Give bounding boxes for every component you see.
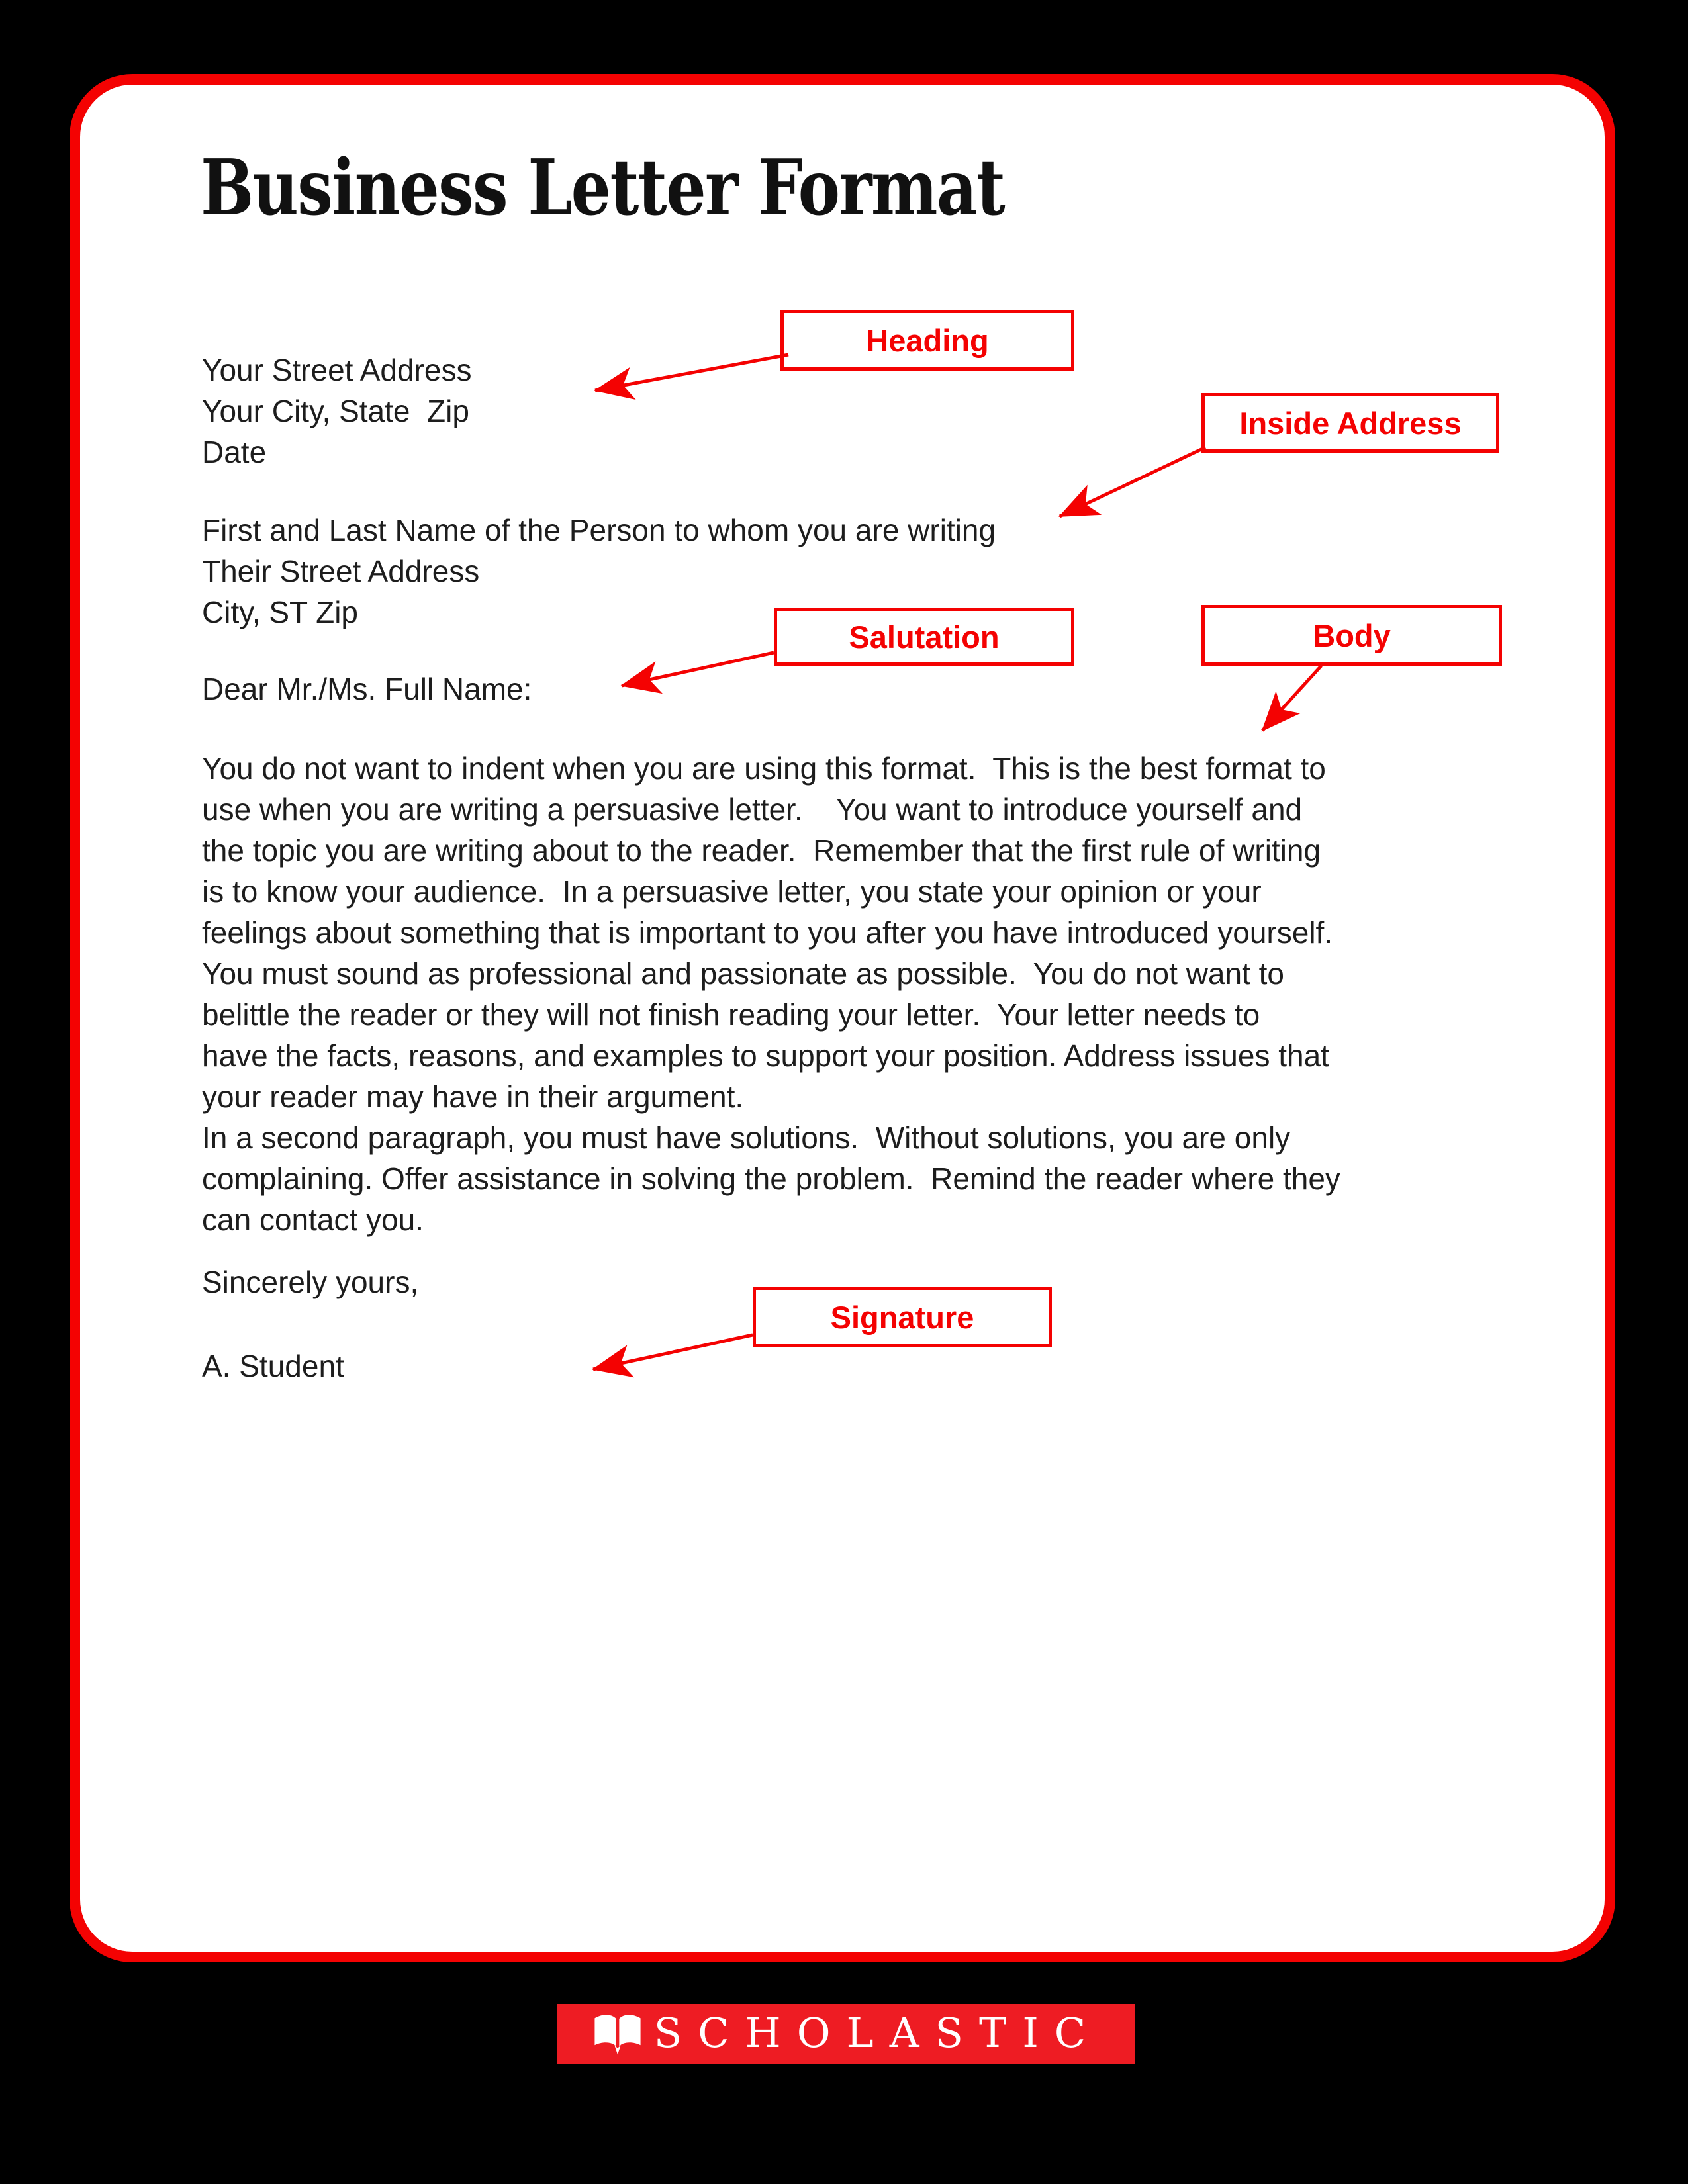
text-line: can contact you. [202,1203,424,1237]
text-line: feelings about something that is important to you after you have introduced yourself. [202,915,1333,950]
body-callout-box [1201,605,1502,666]
text-line: belittle the reader or they will not finish reading your letter. Your letter needs to [202,997,1260,1032]
page-title: Business Letter Format [201,143,1005,233]
signature-callout-label: Signature [830,1299,974,1335]
heading-block [202,349,471,473]
text-line: You do not want to indent when you are using this format. This is the best format to [202,751,1326,786]
signature-name [202,1345,344,1387]
text-line: is to know your audience. In a persuasive letter, you state your opinion or your [202,874,1262,909]
text-line: Your Street Address [202,353,472,387]
text-line: You must sound as professional and passionate as possible. You do not want to [202,956,1284,991]
scholastic-book-icon [590,2012,645,2056]
signature-callout-box [753,1287,1052,1347]
text-line: complaining. Offer assistance in solving the problem. Remind the reader where they [202,1161,1340,1196]
text-line: your reader may have in their argument. [202,1079,744,1114]
text-line: use when you are writing a persuasive letter. You want to introduce yourself and [202,792,1303,827]
body-arrow [1262,666,1321,731]
text-line: Sincerely yours, [202,1265,419,1299]
salutation-callout-label: Salutation [849,619,1000,655]
text-line: have the facts, reasons, and examples to support your position. Address issues that [202,1038,1329,1073]
heading-arrow [595,355,788,390]
heading-callout-box [780,310,1074,371]
text-line: A. Student [202,1349,344,1383]
closing-line [202,1261,418,1302]
salutation-callout-box [774,608,1074,666]
text-line: Date [202,435,267,469]
salutation-line [202,668,532,709]
text-line: First and Last Name of the Person to whom you are writing [202,513,996,547]
text-line: the topic you are writing about to the reader. Remember that the first rule of writing [202,833,1321,868]
letter-card [70,74,1615,1962]
inside-address-callout-label: Inside Address [1239,405,1462,441]
text-line: In a second paragraph, you must have solutions. Without solutions, you are only [202,1120,1291,1155]
text-line: Your City, State Zip [202,394,469,428]
inside-address-arrow [1060,447,1205,516]
text-line: Dear Mr./Ms. Full Name: [202,672,532,706]
text-line: City, ST Zip [202,595,358,629]
inside-address-callout-box [1201,393,1499,453]
body-callout-label: Body [1313,617,1391,653]
body-paragraphs [202,748,1340,1240]
scholastic-logo [557,2004,1135,2064]
signature-arrow [593,1335,753,1369]
salutation-arrow [622,653,774,686]
scholastic-wordmark: SCHOLASTIC [653,2008,1102,2057]
text-line: Their Street Address [202,554,480,588]
heading-callout-label: Heading [866,322,989,358]
